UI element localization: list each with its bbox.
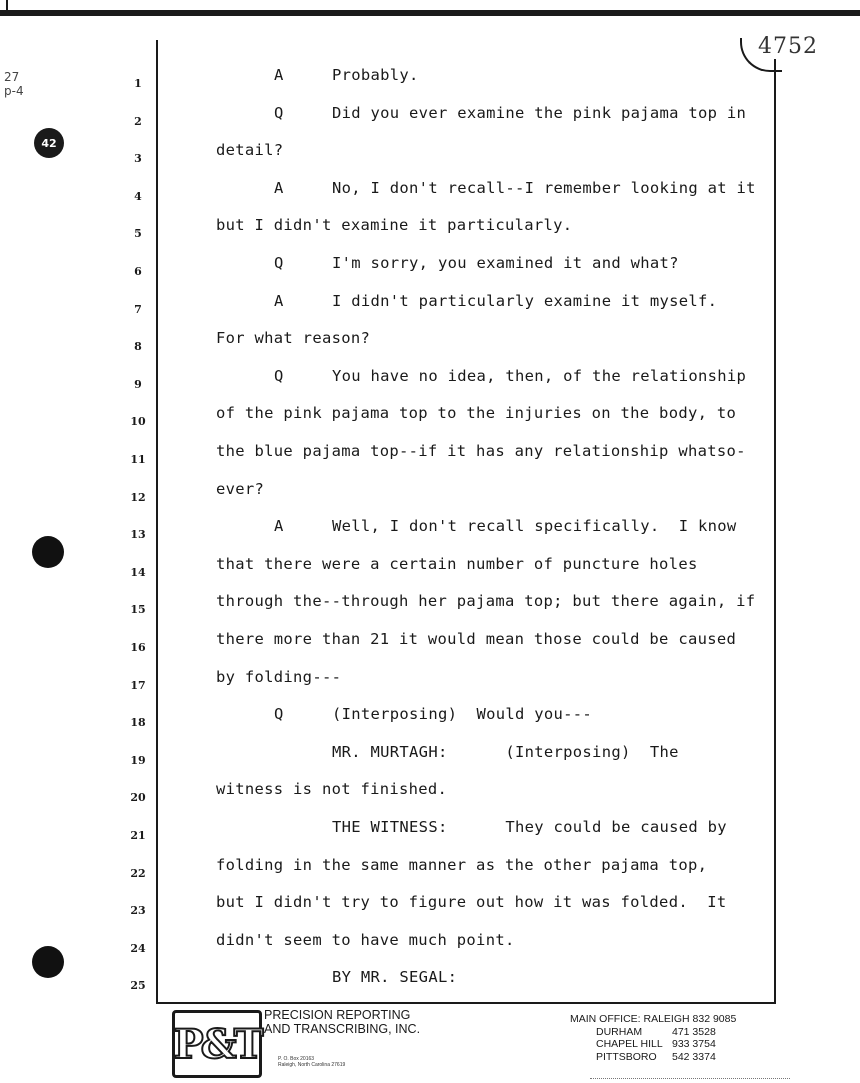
company-address — [278, 1056, 345, 1068]
office-row — [596, 1051, 736, 1064]
transcript-line: folding in the same manner as the other pajama top, — [216, 855, 708, 874]
company-name — [264, 1008, 420, 1036]
transcript-line: witness is not finished. — [216, 780, 448, 799]
transcript-line: For what reason? — [216, 329, 371, 348]
company-name-line-1: PRECISION REPORTING — [264, 1008, 411, 1022]
speaker-label: Q — [274, 705, 284, 724]
speaker-label: Q — [274, 366, 284, 385]
line-number: 6 — [134, 265, 142, 278]
line-number: 17 — [130, 678, 146, 692]
binder-hole-bottom — [32, 946, 64, 978]
transcript-line: THE WITNESS: They could be caused by — [332, 818, 727, 836]
office-phone: 542 3374 — [672, 1050, 716, 1063]
line-number: 18 — [130, 716, 146, 730]
line-number: 21 — [130, 829, 146, 842]
bottom-dotted-rule — [590, 1078, 790, 1079]
line-number: 13 — [130, 528, 146, 542]
transcript-line: I didn't particularly examine it myself. — [332, 291, 718, 310]
transcript-line: I'm sorry, you examined it and what? — [332, 254, 679, 272]
company-logo: P&T — [172, 1010, 262, 1078]
transcript-line: there more than 21 it would mean those could be caused — [216, 630, 737, 648]
office-city: PITTSBORO — [596, 1050, 657, 1063]
line-number: 12 — [130, 490, 146, 504]
office-phone: 933 3754 — [672, 1038, 716, 1050]
line-number: 5 — [134, 227, 142, 241]
line-number: 8 — [134, 340, 142, 354]
main-office: MAIN OFFICE: RALEIGH 832 9085 — [570, 1013, 737, 1025]
line-number: 4 — [134, 189, 142, 203]
speaker-label: A — [274, 178, 284, 197]
exhibit-stamp: 42 — [34, 128, 64, 158]
address-line-2: Raleigh, North Carolina 27619 — [278, 1062, 346, 1068]
transcript-line: through the--through her pajama top; but there again, if — [216, 592, 756, 611]
line-number: 16 — [130, 641, 146, 654]
transcript-line: ever? — [216, 479, 265, 498]
page-number: 4752 — [752, 34, 824, 59]
transcript-line: by folding--- — [216, 667, 342, 686]
office-row — [596, 1026, 736, 1039]
speaker-label: A — [274, 66, 284, 84]
speaker-label: A — [274, 291, 284, 310]
top-corner-tick — [6, 0, 8, 14]
office-row — [596, 1038, 736, 1051]
speaker-label: Q — [274, 254, 284, 272]
office-directory — [570, 1013, 736, 1063]
transcript-line: No, I don't recall--I remember looking at it — [332, 178, 756, 197]
office-city: CHAPEL HILL — [596, 1038, 663, 1050]
line-number: 24 — [130, 941, 146, 955]
transcript-line: Did you ever examine the pink pajama top in — [332, 103, 747, 122]
top-border-bar — [0, 10, 860, 16]
transcript-line: MR. MURTAGH: (Interposing) The — [332, 742, 679, 761]
line-number: 23 — [130, 904, 146, 918]
margin-note-1: 27 — [4, 70, 20, 84]
transcript-line: Probably. — [332, 66, 419, 84]
line-number: 10 — [130, 415, 146, 429]
line-number: 1 — [134, 77, 142, 90]
transcript-line: You have no idea, then, of the relationship — [332, 366, 747, 385]
line-number: 25 — [130, 979, 146, 993]
line-number: 19 — [130, 753, 146, 767]
address-line-1: P. O. Box 20163 — [278, 1056, 315, 1062]
line-number: 20 — [130, 791, 146, 805]
transcript-line: but I didn't examine it particularly. — [216, 216, 573, 235]
speaker-label: Q — [274, 103, 284, 122]
transcript-line: BY MR. SEGAL: — [332, 968, 458, 987]
speaker-label: A — [274, 517, 284, 536]
line-number: 14 — [130, 565, 146, 579]
transcript-line: didn't seem to have much point. — [216, 930, 515, 949]
transcript-line: that there were a certain number of puncture holes — [216, 554, 698, 573]
transcript-line: detail? — [216, 141, 284, 160]
line-number: 9 — [134, 377, 142, 391]
line-number: 7 — [134, 302, 142, 316]
transcript-line: (Interposing) Would you--- — [332, 705, 593, 724]
line-number: 11 — [130, 453, 146, 466]
binder-hole-middle — [32, 536, 64, 568]
company-name-line-2: AND TRANSCRIBING, INC. — [264, 1022, 421, 1036]
line-number: 2 — [134, 114, 142, 128]
transcript-line: Well, I don't recall specifically. I know — [332, 517, 737, 536]
office-list — [570, 1026, 736, 1064]
office-city: DURHAM — [596, 1025, 643, 1038]
line-number: 3 — [134, 152, 142, 166]
transcript-line: the blue pajama top--if it has any relationship whatso- — [216, 442, 746, 460]
line-number: 22 — [130, 866, 146, 880]
office-phone: 471 3528 — [672, 1025, 716, 1038]
margin-note-2: p-4 — [4, 84, 24, 98]
transcript-line: of the pink pajama top to the injuries on the body, to — [216, 404, 737, 423]
transcript-line: but I didn't try to figure out how it was folded. It — [216, 893, 727, 912]
line-number: 15 — [130, 603, 146, 617]
